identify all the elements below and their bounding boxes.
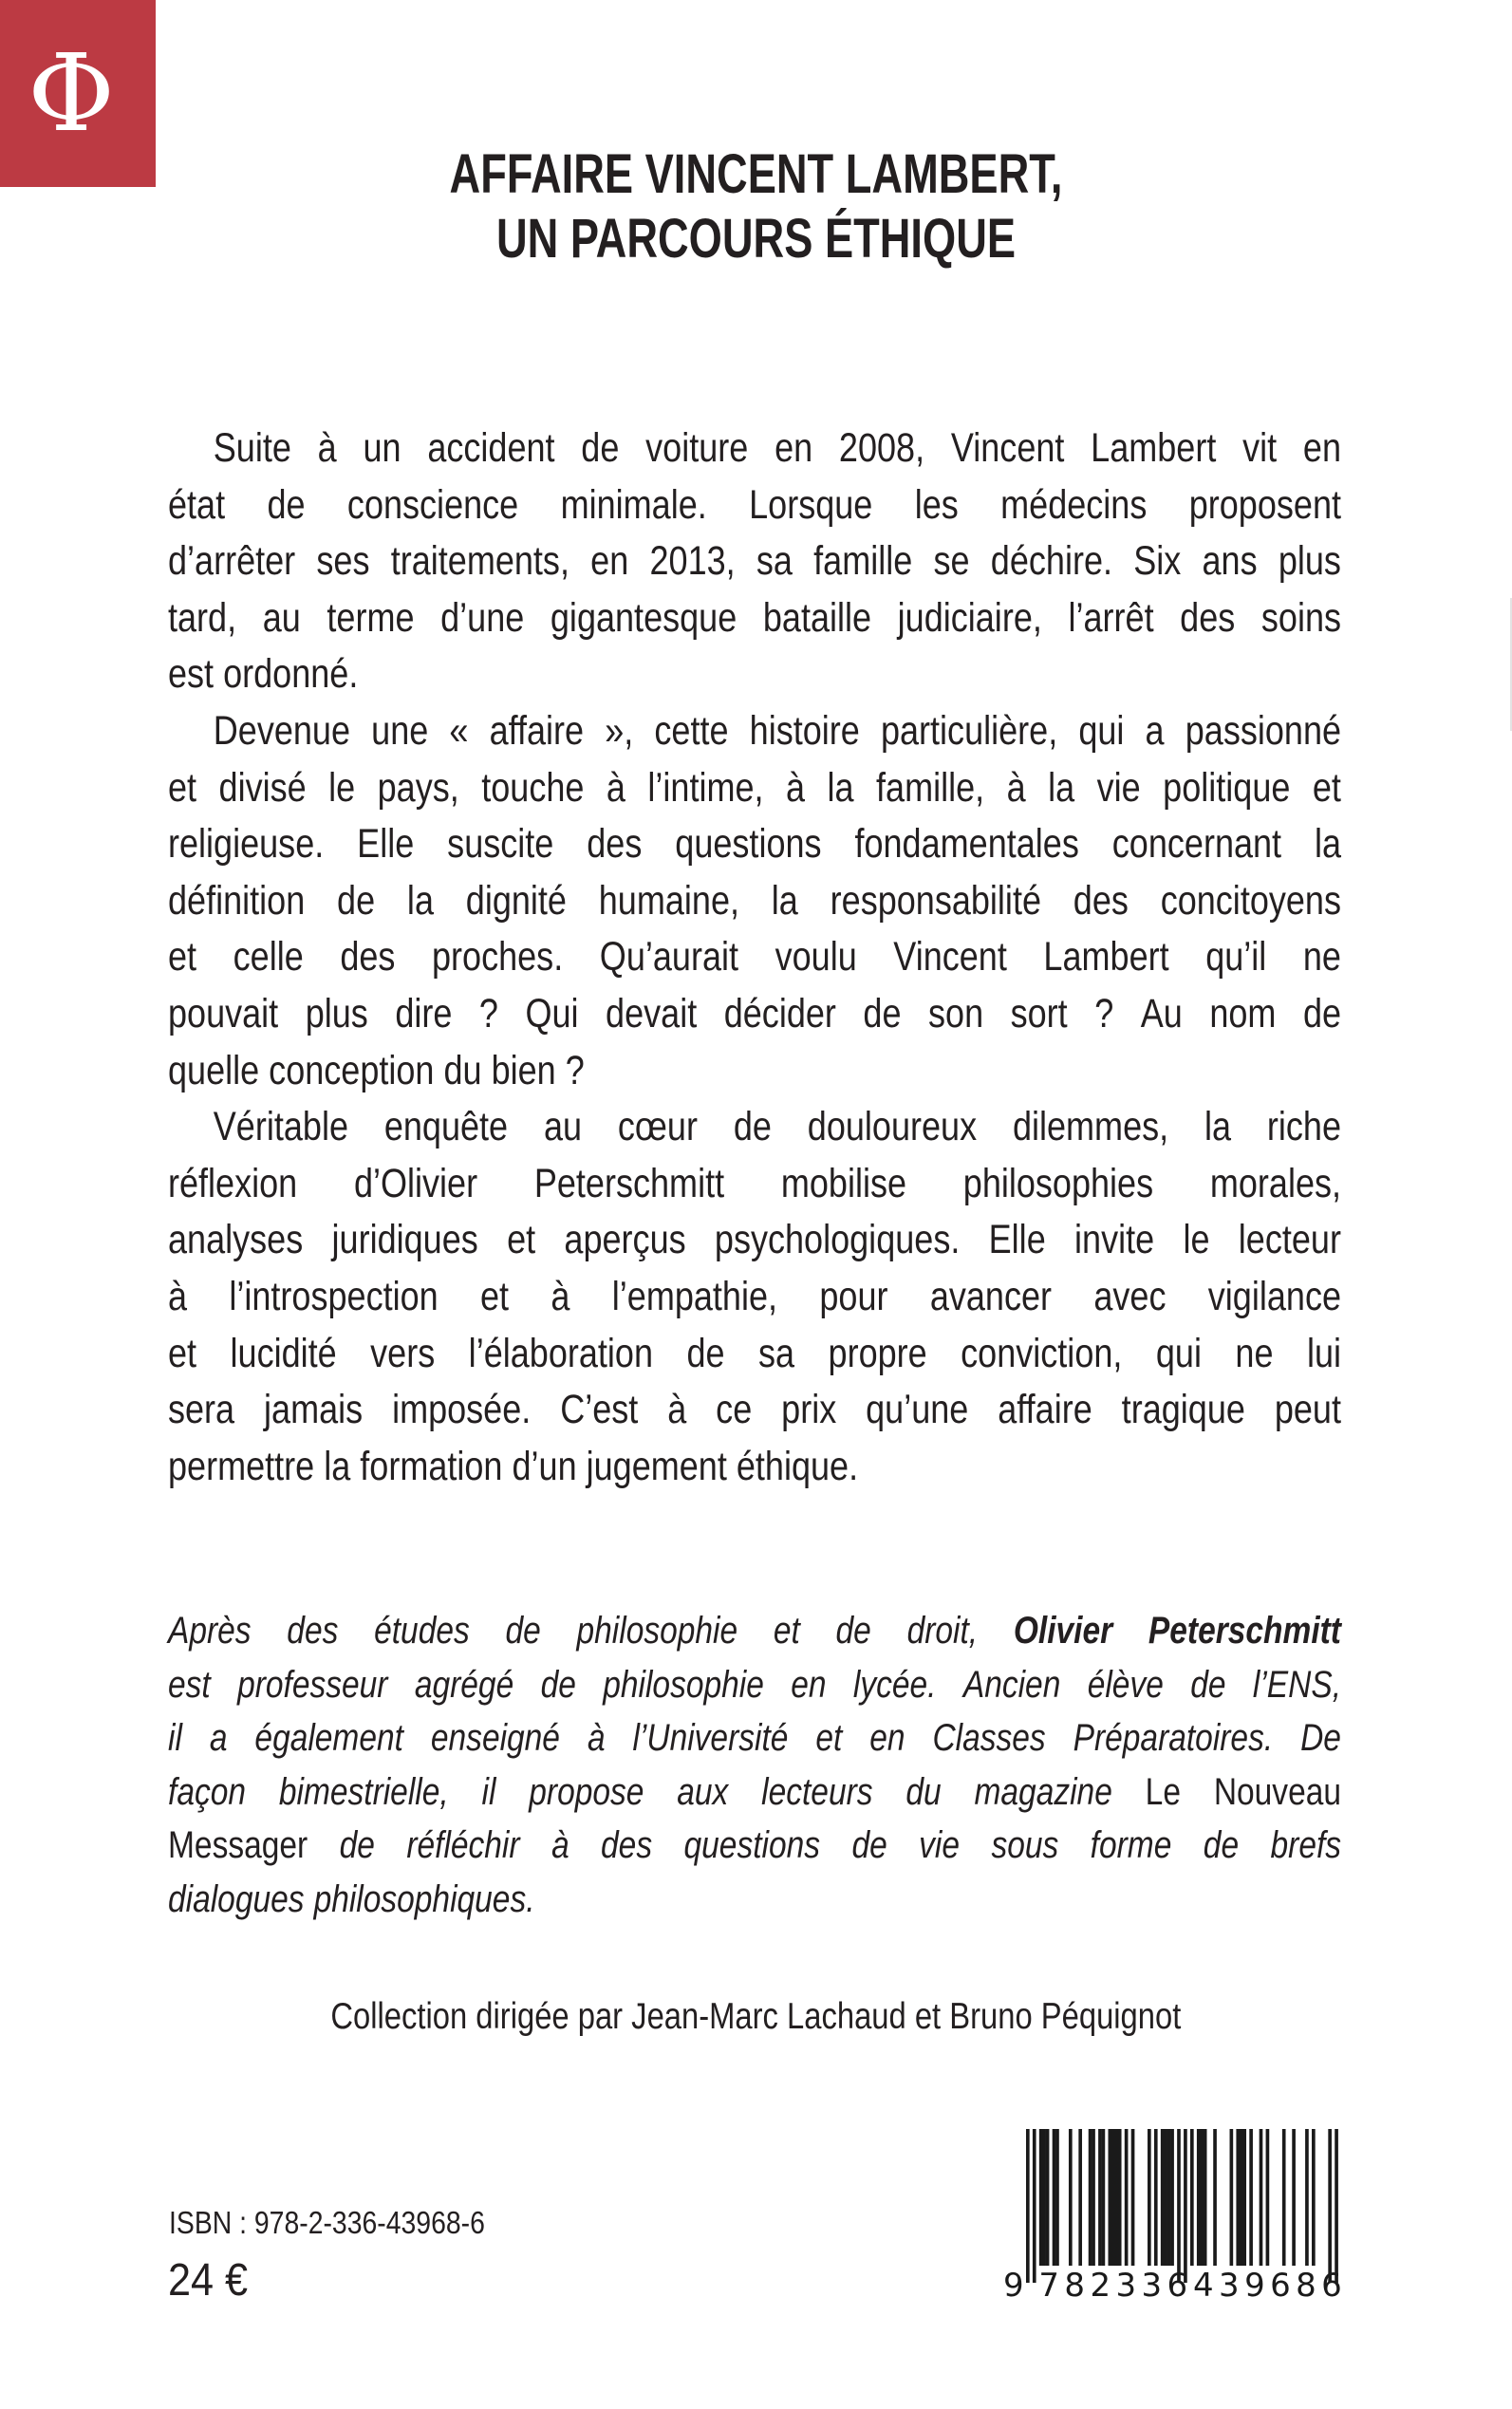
summary-line: et lucidité vers l’élaboration de sa propre conviction, qui ne lui [168, 1330, 1342, 1376]
isbn-label: ISBN : 978-2-336-43968-6 [169, 2205, 485, 2240]
author-bio [168, 1604, 1341, 1926]
summary-line: à l’introspection et à l’empathie, pour avancer avec vigilance [168, 1273, 1342, 1319]
summary-line: permettre la formation d’un jugement éthique. [168, 1443, 859, 1489]
bio-line: Messager de réfléchir à des questions de vie sous forme de brefs [168, 1819, 1341, 1873]
bio-line: est professeur agrégé de philosophie en lycée. Ancien élève de l’ENS, [168, 1663, 1342, 1706]
collection-credit [0, 1993, 1512, 2041]
summary-line: et celle des proches. Qu’aurait voulu Vincent Lambert qu’il ne [168, 934, 1341, 980]
summary-line: Devenue une « affaire », cette histoire particulière, qui a passionné [213, 707, 1342, 754]
summary-line: et divisé le pays, touche à l’intime, à la famille, à la vie politique et [168, 764, 1341, 811]
book-title [0, 142, 1512, 271]
collection-credit-text: Collection dirigée par Jean-Marc Lachaud et Bruno Péquignot [330, 1996, 1182, 2037]
summary-line: religieuse. Elle suscite des questions fondamentales concernant la [168, 821, 1342, 868]
summary-line: d’arrêter ses traitements, en 2013, sa famille se déchire. Six ans plus [168, 538, 1341, 585]
bio-line: façon bimestrielle, il propose aux lecteurs du magazine Le Nouveau [168, 1765, 1341, 1820]
summary-line: Véritable enquête au cœur de douloureux dilemmes, la riche [213, 1104, 1341, 1150]
svg-text:9: 9 [1003, 2267, 1030, 2305]
book-summary [168, 420, 1341, 1495]
book-title-line-2: UN PARCOURS ÉTHIQUE [495, 208, 1017, 270]
bio-line: Après des études de philosophie et de droit, Olivier Peterschmitt [168, 1604, 1341, 1658]
book-title-line-1: AFFAIRE VINCENT LAMBERT, [449, 143, 1063, 205]
price-label: 24 € [168, 2255, 249, 2306]
summary-line: sera jamais imposée. C’est à ce prix qu’une affaire tragique peut [168, 1387, 1341, 1433]
author-name: Peterschmitt [1148, 1610, 1341, 1652]
magazine-title: Messager [168, 1824, 308, 1866]
summary-line: est ordonné. [168, 651, 359, 698]
svg-text:782336: 782336 [1038, 2267, 1193, 2305]
summary-line: définition de la dignité humaine, la responsabilité des concitoyens [168, 877, 1341, 924]
summary-line: tard, au terme d’une gigantesque bataille judiciaire, l’arrêt des soins [168, 594, 1342, 641]
author-name: Olivier [1013, 1610, 1113, 1652]
bio-line: il a également enseigné à l’Université et en Classes Préparatoires. De [168, 1717, 1341, 1759]
summary-line: analyses juridiques et aperçus psychologiques. Elle invite le lecteur [168, 1217, 1341, 1263]
summary-line: réflexion d’Olivier Peterschmitt mobilise philosophies morales, [168, 1160, 1342, 1206]
summary-line: pouvait plus dire ? Qui devait décider de son sort ? Au nom de [168, 990, 1342, 1036]
summary-line: quelle conception du bien ? [168, 1047, 585, 1093]
phi-icon: Φ [28, 32, 115, 156]
bio-line: dialogues philosophiques. [168, 1877, 535, 1920]
ean13-barcode-icon [997, 2124, 1357, 2305]
summary-line: état de conscience minimale. Lorsque les médecins proposent [168, 481, 1342, 528]
magazine-title: Le [1145, 1770, 1181, 1813]
magazine-title: Nouveau [1213, 1770, 1341, 1813]
summary-line: Suite à un accident de voiture en 2008, Vincent Lambert vit en [213, 425, 1342, 471]
barcode-bars [997, 2124, 1357, 2305]
svg-text:439686: 439686 [1193, 2267, 1348, 2305]
